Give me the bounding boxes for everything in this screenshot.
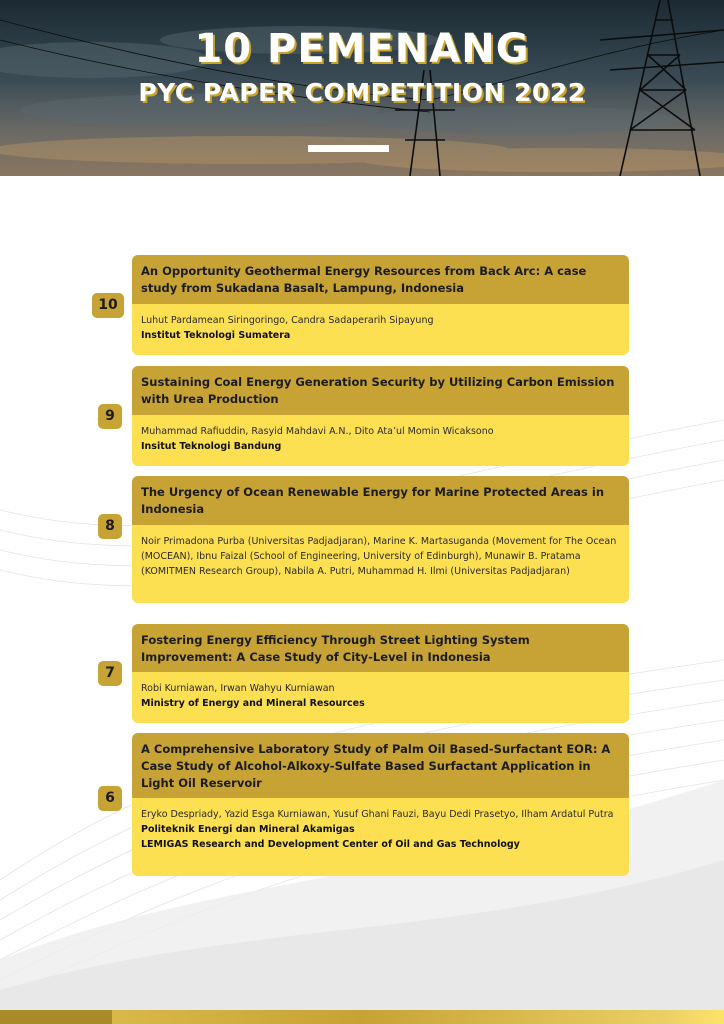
winner-entry-6 (92, 733, 630, 876)
paper-details (132, 672, 629, 723)
winner-entry-9 (92, 366, 630, 466)
winner-card (132, 255, 629, 355)
rank-badge: 10 (92, 293, 124, 318)
winner-card (132, 733, 629, 876)
paper-details (132, 525, 629, 603)
paper-institution: Institut Teknologi Sumatera (141, 330, 291, 341)
paper-details (132, 304, 629, 355)
paper-title: The Urgency of Ocean Renewable Energy for Marine Protected Areas in Indonesia (132, 476, 629, 525)
winner-entry-10 (92, 255, 630, 355)
rank-badge: 8 (98, 514, 122, 539)
paper-authors: Luhut Pardamean Siringoringo, Candra Sadaperarih Sipayung (141, 315, 434, 326)
paper-institution: Ministry of Energy and Mineral Resources (141, 698, 365, 709)
paper-title: An Opportunity Geothermal Energy Resources from Back Arc: A case study from Sukadana Basalt, Lampung, Indonesia (132, 255, 629, 304)
paper-details (132, 798, 629, 876)
paper-title: Sustaining Coal Energy Generation Security by Utilizing Carbon Emission with Urea Production (132, 366, 629, 415)
footer-accent (0, 1010, 112, 1024)
winner-entry-7 (92, 624, 630, 723)
paper-authors: Eryko Despriady, Yazid Esga Kurniawan, Yusuf Ghani Fauzi, Bayu Dedi Prasetyo, Ilham Ardatul Putra (141, 809, 614, 820)
paper-details (132, 415, 629, 466)
page-subtitle: PYC PAPER COMPETITION 2022 (138, 78, 586, 107)
rank-badge: 7 (98, 661, 122, 686)
winner-entry-8 (92, 476, 630, 603)
paper-authors: Robi Kurniawan, Irwan Wahyu Kurniawan (141, 683, 335, 694)
winner-card (132, 624, 629, 723)
title-divider (308, 145, 389, 152)
paper-title: Fostering Energy Efficiency Through Street Lighting System Improvement: A Case Study of City-Level in Indonesia (132, 624, 629, 672)
paper-institution: Politeknik Energi dan Mineral Akamigas (141, 824, 355, 835)
winner-card (132, 366, 629, 466)
paper-institution: LEMIGAS Research and Development Center of Oil and Gas Technology (141, 839, 520, 850)
rank-badge: 9 (98, 404, 122, 429)
rank-badge: 6 (98, 786, 122, 811)
paper-title: A Comprehensive Laboratory Study of Palm Oil Based-Surfactant EOR: A Case Study of Alcohol-Alkoxy-Sulfate Based Surfactant Application in Light Oil Reservoir (132, 733, 629, 798)
paper-authors: Noir Primadona Purba (Universitas Padjadjaran), Marine K. Martasuganda (Movement for The Ocean (MOCEAN), Ibnu Faizal (School of Engineering, University of Edinburgh), Munawir B. Pratama (KOMITMEN Research Group), Nabila A. Putri, Muhammad H. Ilmi (Universitas Padjadjaran) (141, 536, 617, 577)
page-title: 10 PEMENANG (194, 26, 530, 72)
header-banner (0, 0, 724, 176)
winner-card (132, 476, 629, 603)
paper-authors: Muhammad Rafiuddin, Rasyid Mahdavi A.N., Dito Ata’ul Momin Wicaksono (141, 426, 494, 437)
paper-institution: Insitut Teknologi Bandung (141, 441, 282, 452)
